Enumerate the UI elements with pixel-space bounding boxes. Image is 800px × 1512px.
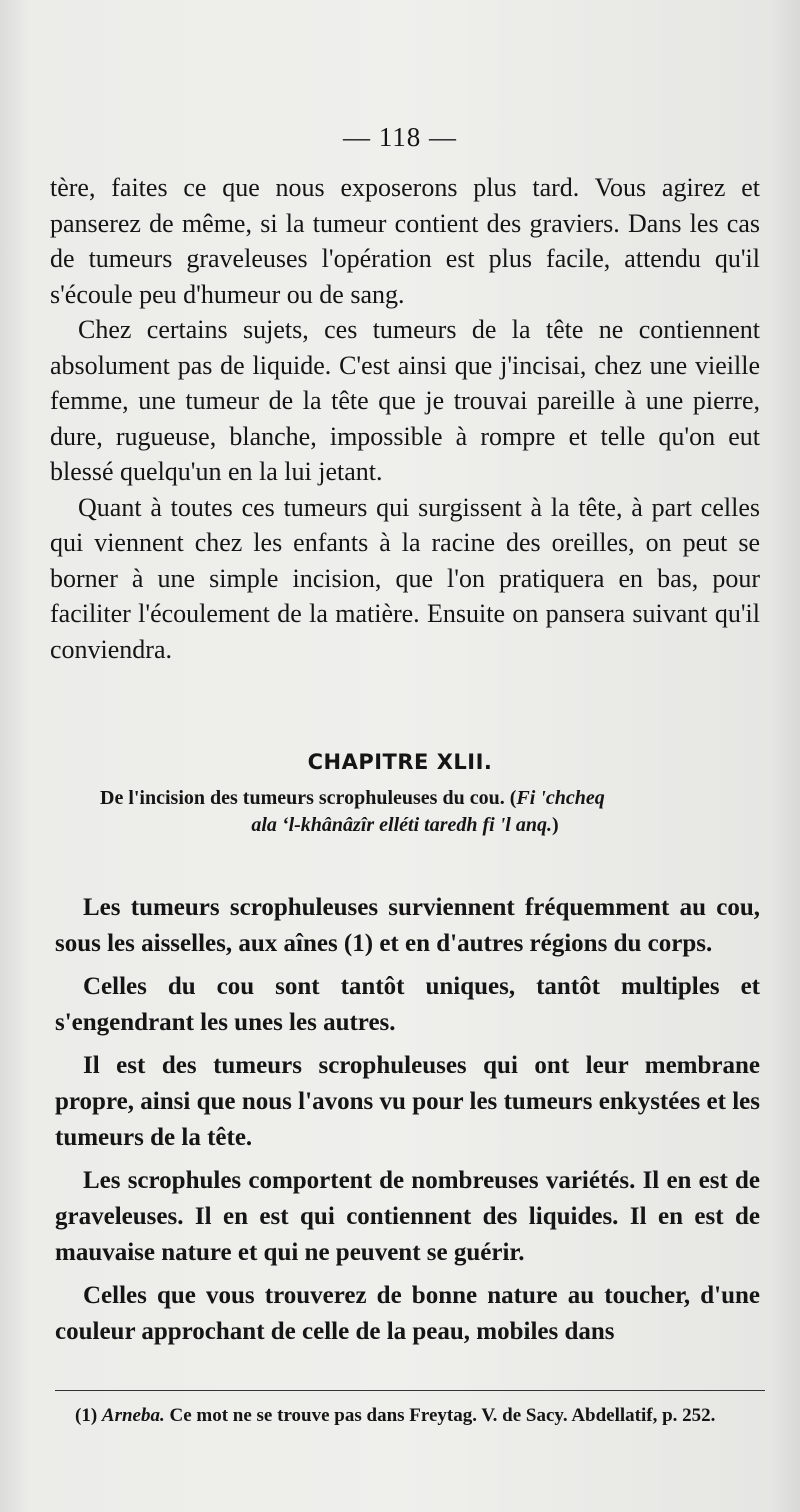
chapter-subtitle-translit: Fi 'chcheq xyxy=(516,787,605,809)
footnote-text: Ce mot ne se trouve pas dans Freytag. V. de Sacy. Abdellatif, p. 252. xyxy=(169,1405,716,1426)
chapter-body xyxy=(55,890,760,1350)
chapter-subtitle-translit-2: ala ‘l-khânâzîr elléti taredh fi 'l anq. xyxy=(251,814,552,836)
paragraph-scrophules-intro: Les tumeurs scrophuleuses surviennent fréquemment au cou, sous les aisselles, aux aînes (1) et en d'autres régions du corps. xyxy=(55,894,760,957)
top-text-block xyxy=(50,170,760,667)
footnote-marker: (1) xyxy=(75,1405,98,1426)
footnote-divider xyxy=(55,1390,765,1391)
chapter-subtitle-close: ) xyxy=(551,814,559,836)
paragraph-scrophules-varietes: Les scrophules comportent de nombreuses variétés. Il en est de graveleuses. Il en est qui contiennent des liquides. Il en est de mauvaise nature et qui ne peuvent se guérir. xyxy=(55,1167,760,1266)
chapter-subtitle-text: De l'incision des tumeurs scrophuleuses du cou. ( xyxy=(100,787,517,809)
page-number: — 118 — xyxy=(343,122,457,152)
paragraph-continuation: tère, faites ce que nous exposerons plus tard. Vous agirez et panserez de même, si la tumeur contient des graviers. Dans les cas de tumeurs graveleuses l'opération est plus facile, attendu qu'il s'écoule peu d'humeur ou de sang. xyxy=(50,173,760,309)
paragraph-scrophules-bonne-nature: Celles que vous trouverez de bonne nature au toucher, d'une couleur approchant de celle de la peau, mobiles dans xyxy=(55,1282,760,1345)
footnote-term: Arneba. xyxy=(101,1405,165,1426)
chapter-subtitle xyxy=(100,785,750,839)
footnote xyxy=(75,1404,765,1428)
paragraph-scrophules-membrane: Il est des tumeurs scrophuleuses qui ont leur membrane propre, ainsi que nous l'avons vu pour les tumeurs enkystées et les tumeurs de la tête. xyxy=(55,1052,760,1151)
paragraph-scrophules-cou: Celles du cou sont tantôt uniques, tantôt multiples et s'engendrant les unes les autres. xyxy=(55,973,760,1036)
paragraph-tumeurs-sans-liquide: Chez certains sujets, ces tumeurs de la tête ne contiennent absolument pas de liquide. C'est ainsi que j'incisai, chez une vieille femme, une tumeur de la tête que je trouvai pareille à une pierre, dure, rugueuse, blanche, impossible à rompre et telle qu'on eut blessé quelqu'un en la lui jetant. xyxy=(50,315,760,486)
paragraph-incision-simple: Quant à toutes ces tumeurs qui surgissent à la tête, à part celles qui viennent chez les enfants à la racine des oreilles, on peut se borner à une simple incision, que l'on pratiquera en bas, pour faciliter l'écoulement de la matière. Ensuite on pansera suivant qu'il conviendra. xyxy=(50,492,760,664)
chapter-title: CHAPITRE XLII. xyxy=(307,750,493,774)
